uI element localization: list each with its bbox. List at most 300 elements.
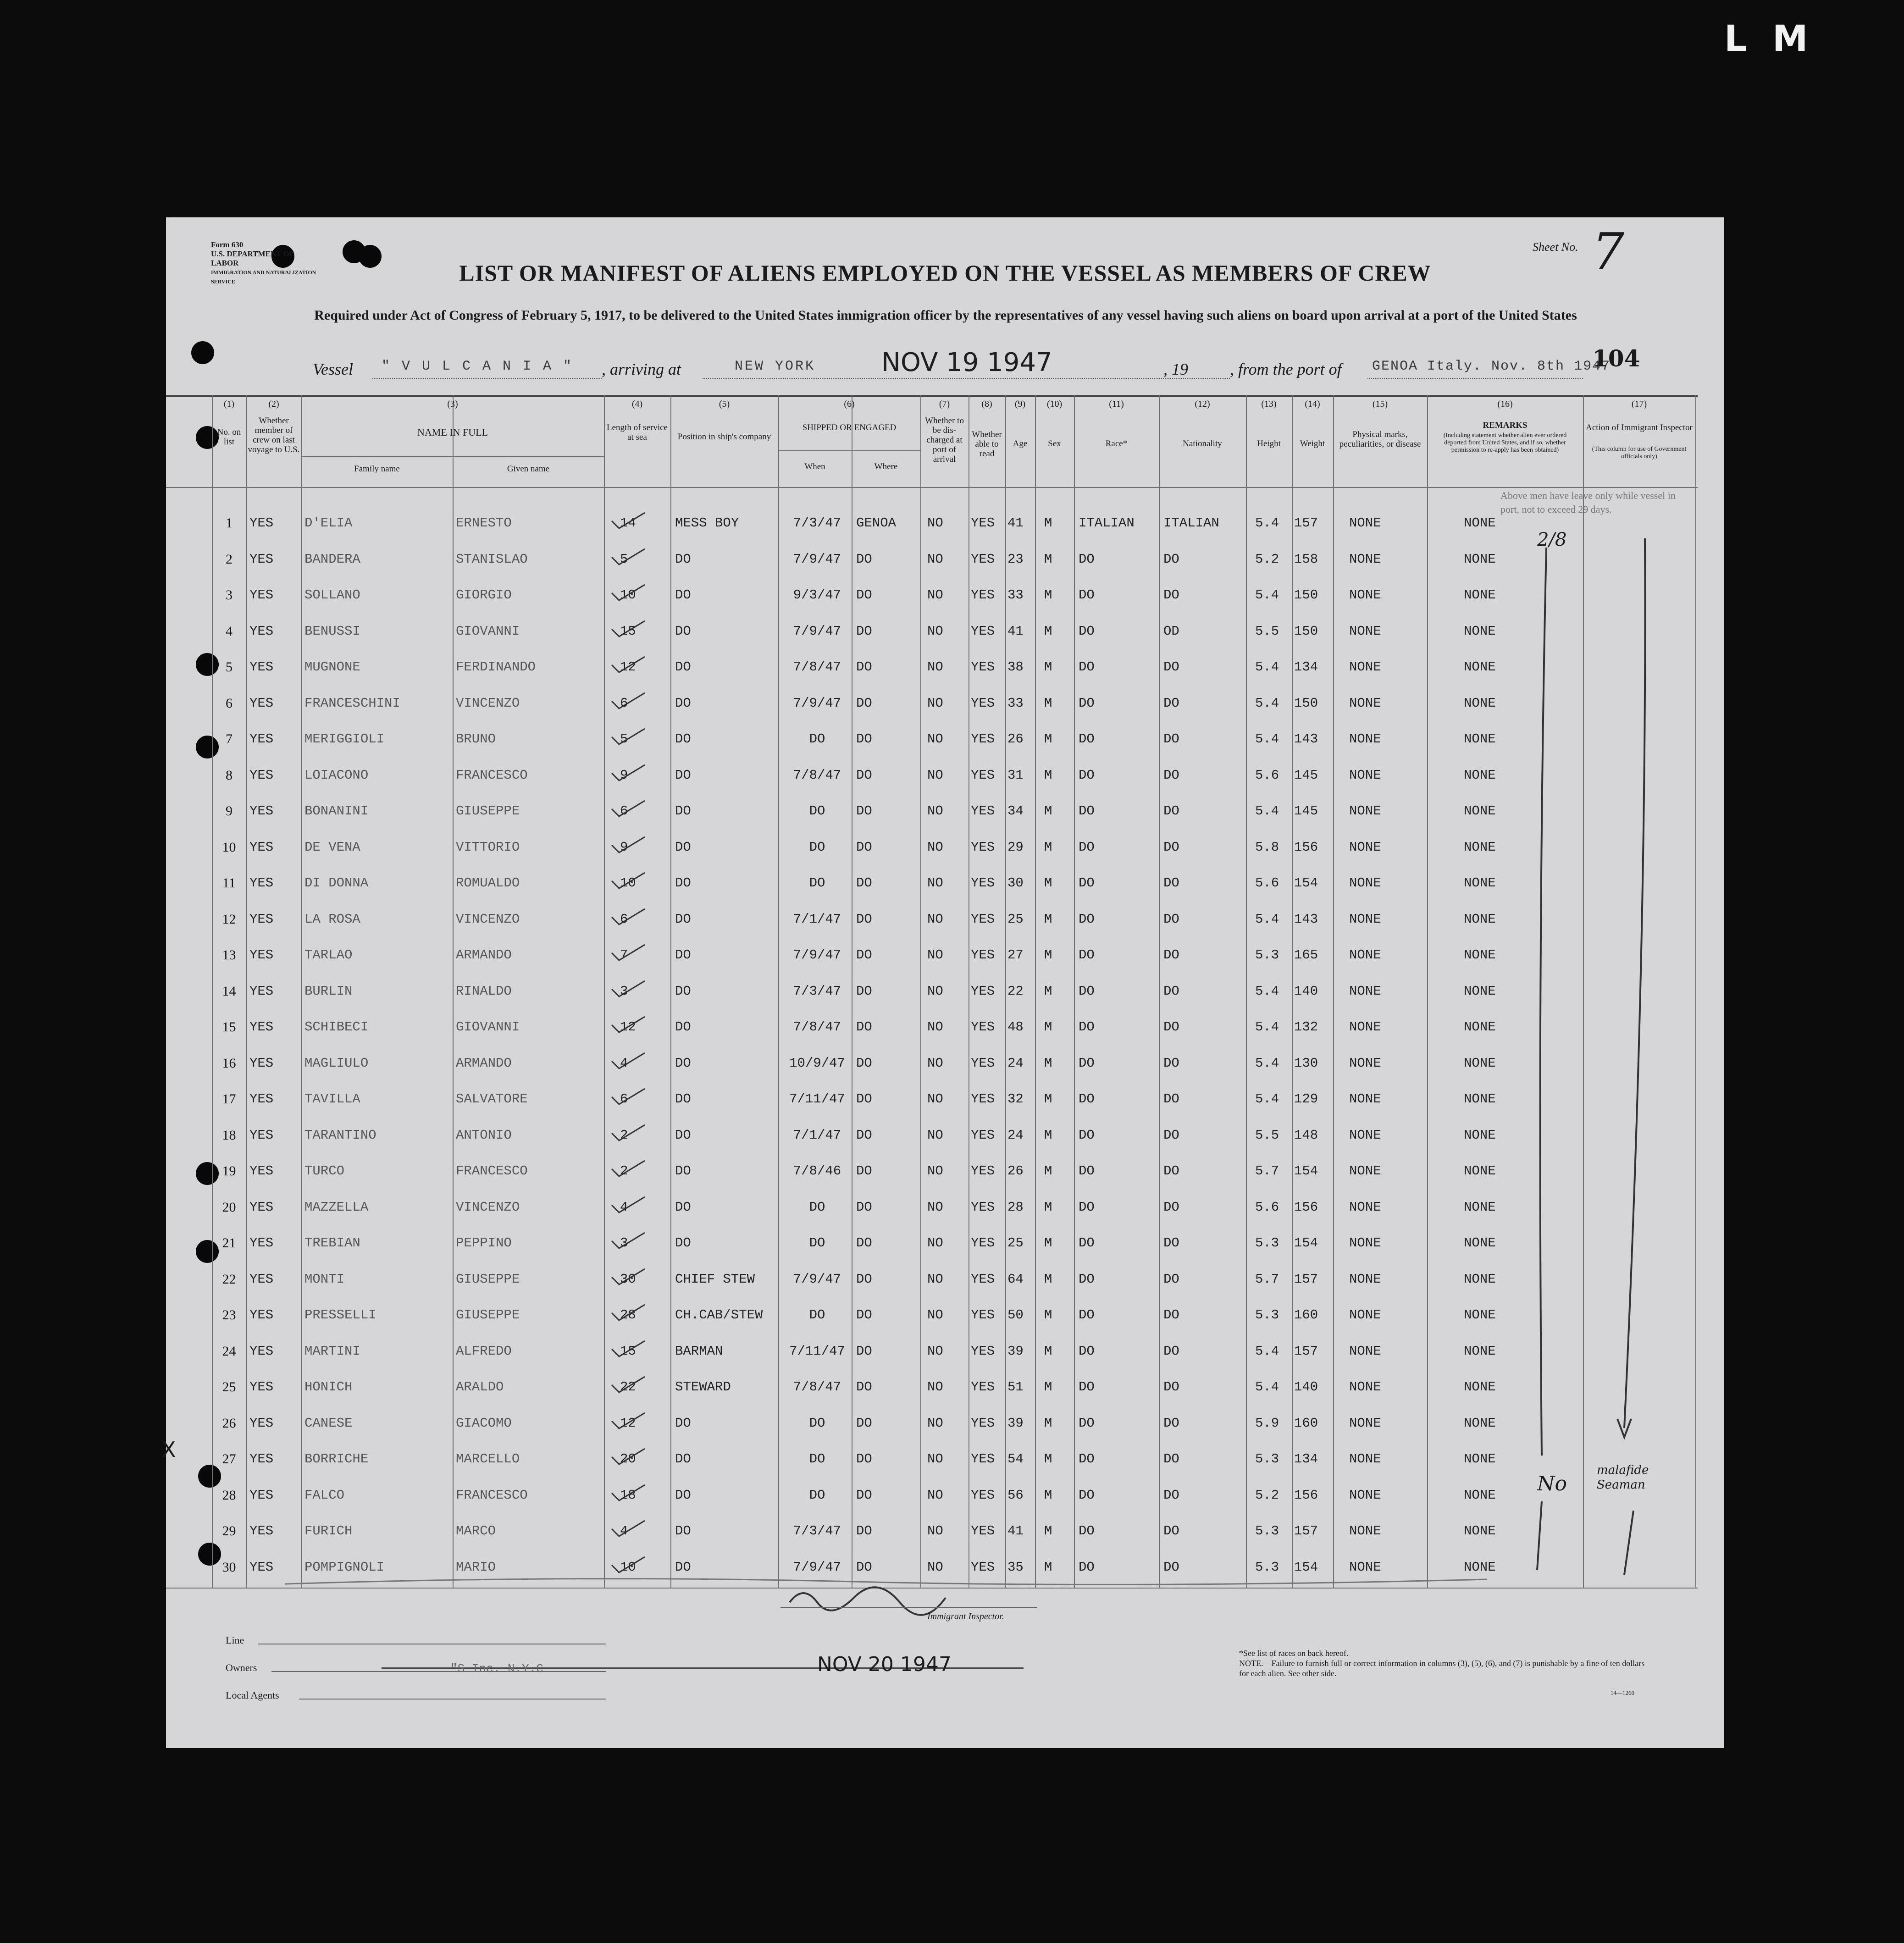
cell-when: DO: [809, 1487, 825, 1503]
vessel-name: " V U L C A N I A ": [382, 359, 574, 374]
cell-service: 2: [620, 1163, 628, 1179]
cell-height: 5.9: [1255, 1415, 1279, 1431]
cell-where: DO: [856, 1307, 872, 1323]
cell-race: DO: [1079, 911, 1095, 927]
footer-line-label: Line: [226, 1634, 244, 1646]
form-number: Form 630: [211, 240, 244, 249]
cell-sex: M: [1044, 695, 1052, 711]
cell-crew: YES: [249, 1343, 274, 1359]
cell-remarks: NONE: [1464, 587, 1496, 603]
cell-position: DO: [675, 587, 691, 603]
cell-crew: YES: [249, 659, 274, 675]
cell-race: DO: [1079, 1199, 1095, 1215]
cell-given: FRANCESCO: [456, 767, 528, 783]
footer-owners-field: [271, 1671, 606, 1672]
header-name-in-full: NAME IN FULL: [417, 426, 488, 438]
col-6-number: (6): [844, 399, 855, 409]
cell-nat: DO: [1163, 1199, 1179, 1215]
cell-given: GIOVANNI: [456, 623, 520, 639]
inspector-signature: [790, 1587, 946, 1615]
header-remarks-note: (Including statement whether alien ever ordered deported from United States, and if so, whether permission to re-apply has been obtained): [1443, 432, 1567, 454]
cell-marks: NONE: [1349, 1055, 1381, 1071]
cell-read: YES: [971, 1559, 995, 1575]
cell-position: DO: [675, 1199, 691, 1215]
cell-where: DO: [856, 1523, 872, 1539]
cell-no: 22: [222, 1271, 236, 1287]
cell-age: 25: [1007, 911, 1024, 927]
cell-where: DO: [856, 731, 872, 747]
vessel-label: Vessel: [313, 360, 353, 378]
cell-height: 5.6: [1255, 875, 1279, 891]
cell-remarks: NONE: [1464, 1487, 1496, 1503]
cell-service: 3: [620, 1235, 628, 1251]
cell-weight: 158: [1294, 551, 1318, 567]
cell-height: 5.5: [1255, 623, 1279, 639]
form-code: 14—1260: [1611, 1689, 1634, 1696]
cell-position: MESS BOY: [675, 515, 739, 531]
cell-nat: DO: [1163, 1523, 1179, 1539]
cell-age: 26: [1007, 1163, 1024, 1179]
cell-age: 27: [1007, 947, 1024, 963]
cell-when: 10/9/47: [789, 1055, 845, 1071]
cell-height: 5.7: [1255, 1163, 1279, 1179]
cell-marks: NONE: [1349, 695, 1381, 711]
cell-nat: DO: [1163, 875, 1179, 891]
cell-nat: DO: [1163, 1307, 1179, 1323]
header-physical-marks: Physical marks, peculiarities, or disease: [1339, 430, 1421, 449]
cell-crew: YES: [249, 1415, 274, 1431]
cell-when: 7/8/47: [793, 767, 841, 783]
cell-sex: M: [1044, 839, 1052, 855]
col-12-number: (12): [1195, 399, 1210, 409]
cell-nat: ITALIAN: [1163, 515, 1219, 531]
cell-sex: M: [1044, 659, 1052, 675]
cell-read: YES: [971, 1379, 995, 1395]
cell-race: DO: [1079, 1271, 1095, 1287]
cell-height: 5.4: [1255, 1379, 1279, 1395]
cell-height: 5.8: [1255, 839, 1279, 855]
cell-no: 26: [222, 1415, 236, 1431]
cell-weight: 145: [1294, 803, 1318, 819]
cell-read: YES: [971, 695, 995, 711]
arriving-label: , arriving at: [602, 360, 681, 378]
arrival-date-stamp: NOV 19 1947: [881, 348, 1052, 377]
cell-service: 9: [620, 839, 628, 855]
cell-age: 22: [1007, 983, 1024, 999]
cell-age: 28: [1007, 1199, 1024, 1215]
cell-weight: 156: [1294, 839, 1318, 855]
cell-age: 23: [1007, 551, 1024, 567]
page-number: 104: [1592, 345, 1640, 372]
cell-given: GIORGIO: [456, 587, 512, 603]
cell-age: 30: [1007, 875, 1024, 891]
cell-age: 41: [1007, 623, 1024, 639]
header-length-of-service: Length of service at sea: [607, 423, 668, 442]
cell-service: 22: [620, 1379, 636, 1395]
cell-age: 24: [1007, 1127, 1024, 1143]
header-height: Height: [1257, 439, 1281, 448]
x-mark: X: [161, 1437, 176, 1462]
cell-sex: M: [1044, 1091, 1052, 1107]
col-16-number: (16): [1497, 399, 1513, 409]
cell-race: DO: [1079, 875, 1095, 891]
cell-weight: 148: [1294, 1127, 1318, 1143]
cell-crew: YES: [249, 731, 274, 747]
cell-disch: NO: [927, 1523, 943, 1539]
cell-disch: NO: [927, 1235, 943, 1251]
cell-sex: M: [1044, 731, 1052, 747]
cell-family: LOIACONO: [304, 767, 369, 783]
cell-position: DO: [675, 911, 691, 927]
cell-when: 7/9/47: [793, 551, 841, 567]
cell-marks: NONE: [1349, 839, 1381, 855]
row-28-remark: No: [1537, 1472, 1567, 1495]
cell-service: 9: [620, 767, 628, 783]
col-8-number: (8): [981, 399, 992, 409]
cell-family: FRANCESCHINI: [304, 695, 400, 711]
col-5-number: (5): [719, 399, 730, 409]
cell-remarks: NONE: [1464, 695, 1496, 711]
cell-position: DO: [675, 1559, 691, 1575]
cell-weight: 129: [1294, 1091, 1318, 1107]
col-4-number: (4): [631, 399, 643, 409]
cell-marks: NONE: [1349, 1415, 1381, 1431]
inspector-date-stamp: NOV 20 1947: [817, 1653, 952, 1676]
cell-service: 12: [620, 659, 636, 675]
cell-marks: NONE: [1349, 1091, 1381, 1107]
cell-race: DO: [1079, 1559, 1095, 1575]
cell-service: 18: [620, 1487, 636, 1503]
cell-family: DE VENA: [304, 839, 360, 855]
cell-sex: M: [1044, 515, 1052, 531]
col-13-number: (13): [1261, 399, 1277, 409]
cell-disch: NO: [927, 1343, 943, 1359]
cell-age: 31: [1007, 767, 1024, 783]
cell-race: DO: [1079, 731, 1095, 747]
cell-read: YES: [971, 839, 995, 855]
cell-race: DO: [1079, 1343, 1095, 1359]
cell-position: DO: [675, 1415, 691, 1431]
cell-crew: YES: [249, 515, 274, 531]
cell-position: DO: [675, 1163, 691, 1179]
cell-no: 1: [226, 515, 232, 531]
cell-family: MARTINI: [304, 1343, 360, 1359]
cell-nat: DO: [1163, 983, 1179, 999]
header-crew-member: Whether member of crew on last voyage to U.S.: [248, 416, 300, 454]
cell-marks: NONE: [1349, 1343, 1381, 1359]
cell-nat: DO: [1163, 1451, 1179, 1467]
cell-family: MAGLIULO: [304, 1055, 369, 1071]
cell-read: YES: [971, 1415, 995, 1431]
cell-nat: DO: [1163, 1343, 1179, 1359]
cell-height: 5.4: [1255, 1019, 1279, 1035]
cell-where: DO: [856, 839, 872, 855]
cell-where: DO: [856, 1559, 872, 1575]
cell-when: DO: [809, 839, 825, 855]
cell-height: 5.3: [1255, 1523, 1279, 1539]
header-when: When: [804, 462, 825, 471]
cell-position: DO: [675, 623, 691, 639]
cell-read: YES: [971, 1163, 995, 1179]
cell-crew: YES: [249, 587, 274, 603]
cell-disch: NO: [927, 659, 943, 675]
cell-height: 5.7: [1255, 1271, 1279, 1287]
cell-nat: DO: [1163, 1127, 1179, 1143]
cell-remarks: NONE: [1464, 911, 1496, 927]
cell-age: 29: [1007, 839, 1024, 855]
cell-where: GENOA: [856, 515, 897, 531]
cell-when: 7/8/47: [793, 1019, 841, 1035]
cell-age: 39: [1007, 1415, 1024, 1431]
cell-given: GIUSEPPE: [456, 1271, 520, 1287]
service-name: IMMIGRATION AND NATURALIZATION SERVICE: [211, 269, 316, 285]
cell-disch: NO: [927, 803, 943, 819]
cell-service: 6: [620, 911, 628, 927]
cell-no: 8: [226, 767, 232, 783]
cell-marks: NONE: [1349, 1199, 1381, 1215]
from-port-label: , from the port of: [1230, 360, 1342, 378]
cell-remarks: NONE: [1464, 1235, 1496, 1251]
cell-nat: DO: [1163, 587, 1179, 603]
cell-age: 41: [1007, 515, 1024, 531]
cell-crew: YES: [249, 1127, 274, 1143]
cell-disch: NO: [927, 1271, 943, 1287]
cell-race: DO: [1079, 659, 1095, 675]
cell-when: 7/3/47: [793, 1523, 841, 1539]
cell-weight: 143: [1294, 731, 1318, 747]
cell-position: DO: [675, 551, 691, 567]
cell-sex: M: [1044, 623, 1052, 639]
header-family-name: Family name: [354, 464, 400, 474]
header-no-on-list: No. on list: [217, 427, 241, 447]
cell-height: 5.4: [1255, 659, 1279, 675]
cell-position: BARMAN: [675, 1343, 723, 1359]
header-action-note: (This column for use of Government officials only): [1592, 446, 1687, 460]
col-14-number: (14): [1305, 399, 1320, 409]
cell-where: DO: [856, 587, 872, 603]
cell-read: YES: [971, 1307, 995, 1323]
cell-family: MAZZELLA: [304, 1199, 369, 1215]
cell-service: 30: [620, 1271, 636, 1287]
cell-race: DO: [1079, 1379, 1095, 1395]
cell-disch: NO: [927, 587, 943, 603]
cell-when: DO: [809, 1415, 825, 1431]
cell-weight: 156: [1294, 1199, 1318, 1215]
cell-age: 34: [1007, 803, 1024, 819]
cell-height: 5.5: [1255, 1127, 1279, 1143]
cell-read: YES: [971, 767, 995, 783]
cell-service: 4: [620, 1199, 628, 1215]
cell-weight: 130: [1294, 1055, 1318, 1071]
footnote-races: *See list of races on back hereof.: [1239, 1649, 1349, 1658]
cell-family: SCHIBECI: [304, 1019, 369, 1035]
cell-no: 23: [222, 1307, 236, 1323]
cell-disch: NO: [927, 695, 943, 711]
cell-read: YES: [971, 803, 995, 819]
cell-crew: YES: [249, 947, 274, 963]
cell-position: DO: [675, 1019, 691, 1035]
cell-weight: 157: [1294, 1271, 1318, 1287]
cell-given: PEPPINO: [456, 1235, 512, 1251]
form-title: LIST OR MANIFEST OF ALIENS EMPLOYED ON THE VESSEL AS MEMBERS OF CREW: [459, 260, 1431, 286]
cell-read: YES: [971, 731, 995, 747]
cell-service: 5: [620, 731, 628, 747]
cell-remarks: NONE: [1464, 875, 1496, 891]
closing-line: [285, 1579, 1487, 1585]
cell-disch: NO: [927, 875, 943, 891]
header-able-to-read: Whether able to read: [972, 430, 1002, 459]
cell-marks: NONE: [1349, 983, 1381, 999]
cell-marks: NONE: [1349, 587, 1381, 603]
cell-when: 7/8/46: [793, 1163, 841, 1179]
cell-race: DO: [1079, 1415, 1095, 1431]
cell-crew: YES: [249, 767, 274, 783]
cell-when: 7/1/47: [793, 1127, 841, 1143]
cell-given: GIUSEPPE: [456, 803, 520, 819]
cell-position: DO: [675, 1055, 691, 1071]
cell-read: YES: [971, 623, 995, 639]
cell-given: ALFREDO: [456, 1343, 512, 1359]
cell-when: DO: [809, 803, 825, 819]
cell-disch: NO: [927, 767, 943, 783]
cell-height: 5.6: [1255, 767, 1279, 783]
cell-age: 64: [1007, 1271, 1024, 1287]
cell-height: 5.3: [1255, 1559, 1279, 1575]
cell-remarks: NONE: [1464, 983, 1496, 999]
cell-disch: NO: [927, 1091, 943, 1107]
cell-family: DI DONNA: [304, 875, 369, 891]
cell-height: 5.4: [1255, 1055, 1279, 1071]
cell-no: 3: [226, 587, 232, 603]
col-17-number: (17): [1631, 399, 1647, 409]
from-port: GENOA Italy. Nov. 8th 1947: [1372, 359, 1611, 374]
cell-where: DO: [856, 875, 872, 891]
cell-crew: YES: [249, 1055, 274, 1071]
cell-sex: M: [1044, 1271, 1052, 1287]
cell-when: 7/9/47: [793, 695, 841, 711]
cell-family: TARLAO: [304, 947, 353, 963]
cell-age: 38: [1007, 659, 1024, 675]
cell-nat: DO: [1163, 551, 1179, 567]
sheet-number-label: Sheet No.: [1533, 240, 1578, 254]
cell-marks: NONE: [1349, 803, 1381, 819]
footnote-penalty: NOTE.—Failure to furnish full or correct information in columns (3), (5), (6), and (7) is punishable by a fine of ten dollars for each alien. See other side.: [1239, 1659, 1645, 1678]
cell-no: 28: [222, 1487, 236, 1503]
cell-height: 5.2: [1255, 551, 1279, 567]
cell-family: POMPIGNOLI: [304, 1559, 385, 1575]
cell-remarks: NONE: [1464, 551, 1496, 567]
cell-when: 7/9/47: [793, 1559, 841, 1575]
cell-marks: NONE: [1349, 1451, 1381, 1467]
cell-marks: NONE: [1349, 875, 1381, 891]
cell-read: YES: [971, 1487, 995, 1503]
cell-race: DO: [1079, 1019, 1095, 1035]
cell-read: YES: [971, 659, 995, 675]
cell-family: PRESSELLI: [304, 1307, 376, 1323]
cell-height: 5.4: [1255, 695, 1279, 711]
cell-remarks: NONE: [1464, 1199, 1496, 1215]
cell-marks: NONE: [1349, 1163, 1381, 1179]
cell-height: 5.3: [1255, 1307, 1279, 1323]
cell-weight: 140: [1294, 1379, 1318, 1395]
cell-where: DO: [856, 1091, 872, 1107]
cell-where: DO: [856, 1163, 872, 1179]
cell-when: 7/8/47: [793, 1379, 841, 1395]
cell-nat: DO: [1163, 1559, 1179, 1575]
cell-nat: DO: [1163, 839, 1179, 855]
cell-disch: NO: [927, 1451, 943, 1467]
cell-when: 7/9/47: [793, 947, 841, 963]
cell-family: BONANINI: [304, 803, 369, 819]
row-28-action: malafide Seaman: [1597, 1463, 1649, 1492]
cell-given: STANISLAO: [456, 551, 528, 567]
cell-family: SOLLANO: [304, 587, 360, 603]
cell-disch: NO: [927, 1199, 943, 1215]
cell-sex: M: [1044, 1379, 1052, 1395]
cell-marks: NONE: [1349, 767, 1381, 783]
cell-remarks: NONE: [1464, 947, 1496, 963]
cell-position: DO: [675, 695, 691, 711]
cell-crew: YES: [249, 875, 274, 891]
cell-service: 28: [620, 1307, 636, 1323]
cell-marks: NONE: [1349, 947, 1381, 963]
cell-given: VINCENZO: [456, 1199, 520, 1215]
cell-read: YES: [971, 515, 995, 531]
cell-service: 3: [620, 983, 628, 999]
cell-where: DO: [856, 1019, 872, 1035]
cell-position: DO: [675, 1523, 691, 1539]
cell-family: BORRICHE: [304, 1451, 369, 1467]
cell-given: MARCELLO: [456, 1451, 520, 1467]
cell-nat: DO: [1163, 695, 1179, 711]
cell-when: DO: [809, 1235, 825, 1251]
cell-where: DO: [856, 1487, 872, 1503]
cell-race: DO: [1079, 1055, 1095, 1071]
cell-crew: YES: [249, 1271, 274, 1287]
cell-family: MERIGGIOLI: [304, 731, 385, 747]
cell-service: 15: [620, 623, 636, 639]
header-weight: Weight: [1300, 439, 1325, 448]
cell-read: YES: [971, 1019, 995, 1035]
cell-remarks: NONE: [1464, 1163, 1496, 1179]
cell-disch: NO: [927, 1307, 943, 1323]
cell-remarks: NONE: [1464, 1559, 1496, 1575]
cell-read: YES: [971, 551, 995, 567]
cell-remarks: NONE: [1464, 1415, 1496, 1431]
cell-disch: NO: [927, 1487, 943, 1503]
cell-crew: YES: [249, 1451, 274, 1467]
cell-age: 33: [1007, 587, 1024, 603]
cell-height: 5.4: [1255, 1091, 1279, 1107]
cell-weight: 157: [1294, 515, 1318, 531]
cell-marks: NONE: [1349, 1307, 1381, 1323]
cell-position: DO: [675, 875, 691, 891]
cell-nat: DO: [1163, 767, 1179, 783]
cell-position: DO: [675, 839, 691, 855]
cell-nat: DO: [1163, 911, 1179, 927]
cell-weight: 143: [1294, 911, 1318, 927]
cell-no: 29: [222, 1523, 236, 1539]
col-11-number: (11): [1109, 399, 1124, 409]
cell-crew: YES: [249, 1091, 274, 1107]
sheet-number: 7: [1592, 222, 1624, 281]
cell-no: 20: [222, 1199, 236, 1215]
cell-height: 5.3: [1255, 1451, 1279, 1467]
department-name: U.S. DEPARTMENT OF LABOR: [211, 249, 294, 267]
cell-no: 19: [222, 1163, 236, 1179]
cell-race: DO: [1079, 839, 1095, 855]
cell-position: STEWARD: [675, 1379, 731, 1395]
